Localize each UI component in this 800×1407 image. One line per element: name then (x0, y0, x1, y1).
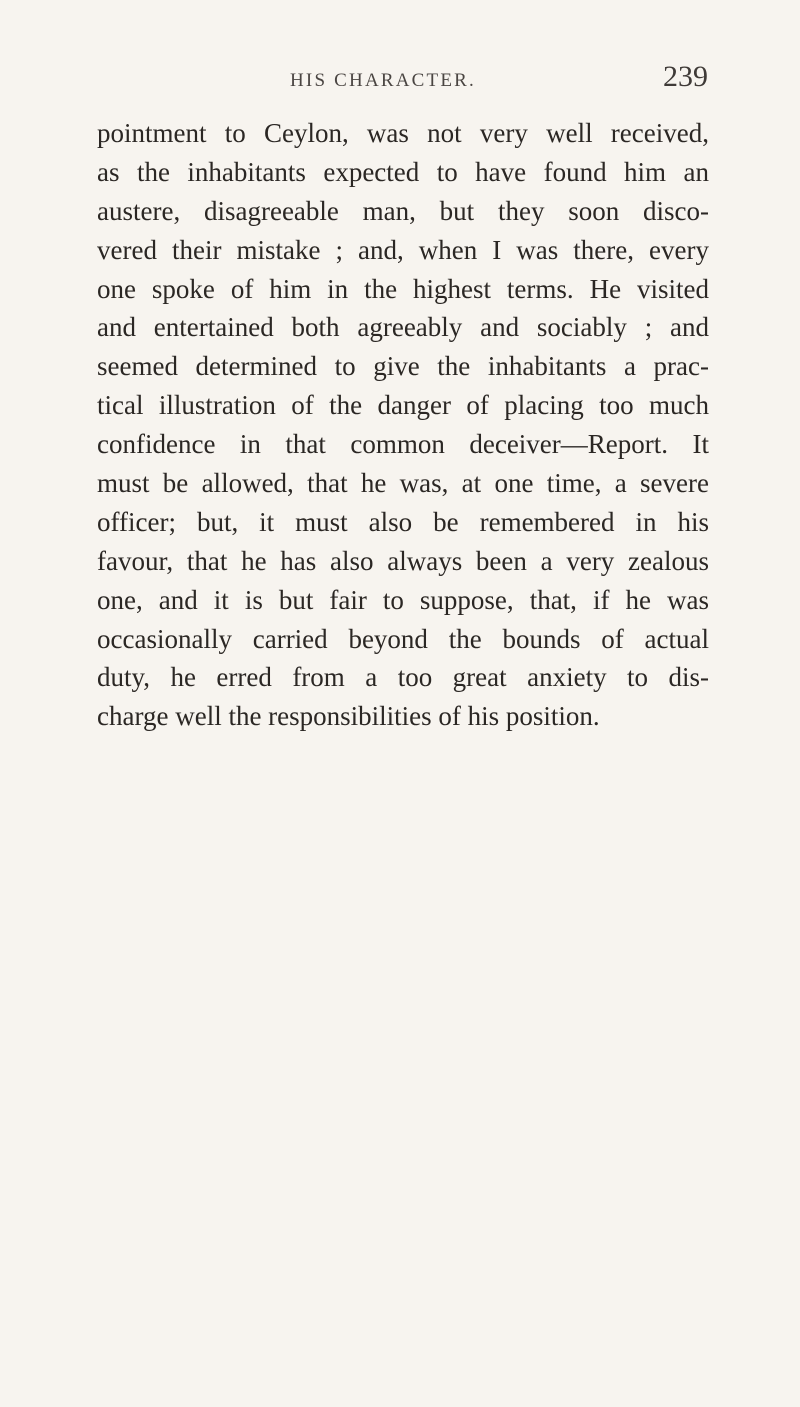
text-line: favour, that he has also always been a very zealous (97, 545, 709, 576)
text-line: officer; but, it must also be remembered in his (97, 506, 709, 537)
text-line: vered their mistake ; and, when I was there, every (97, 234, 709, 265)
text-line: duty, he erred from a too great anxiety to dis- (97, 662, 709, 693)
text-line: must be allowed, that he was, at one time, a severe (97, 468, 709, 499)
running-head: HIS CHARACTER. (290, 70, 476, 91)
text-line: as the inhabitants expected to have found him an (97, 156, 709, 187)
text-line: one, and it is but fair to suppose, that, if he was (97, 584, 709, 615)
body-text (97, 114, 709, 736)
text-line: confidence in that common deceiver—Report. It (97, 429, 709, 460)
text-line: pointment to Ceylon, was not very well received, (97, 118, 709, 148)
text-line: and entertained both agreeably and sociably ; and (97, 312, 709, 343)
text-line: one spoke of him in the highest terms. He visited (97, 273, 709, 304)
text-line: charge well the responsibilities of his position. (97, 701, 600, 732)
text-line: occasionally carried beyond the bounds of actual (97, 623, 709, 654)
text-line: austere, disagreeable man, but they soon disco- (97, 195, 709, 226)
text-line: tical illustration of the danger of placing too much (97, 390, 709, 421)
page-number: 239 (663, 60, 708, 93)
text-line: seemed determined to give the inhabitants a prac- (97, 351, 709, 382)
